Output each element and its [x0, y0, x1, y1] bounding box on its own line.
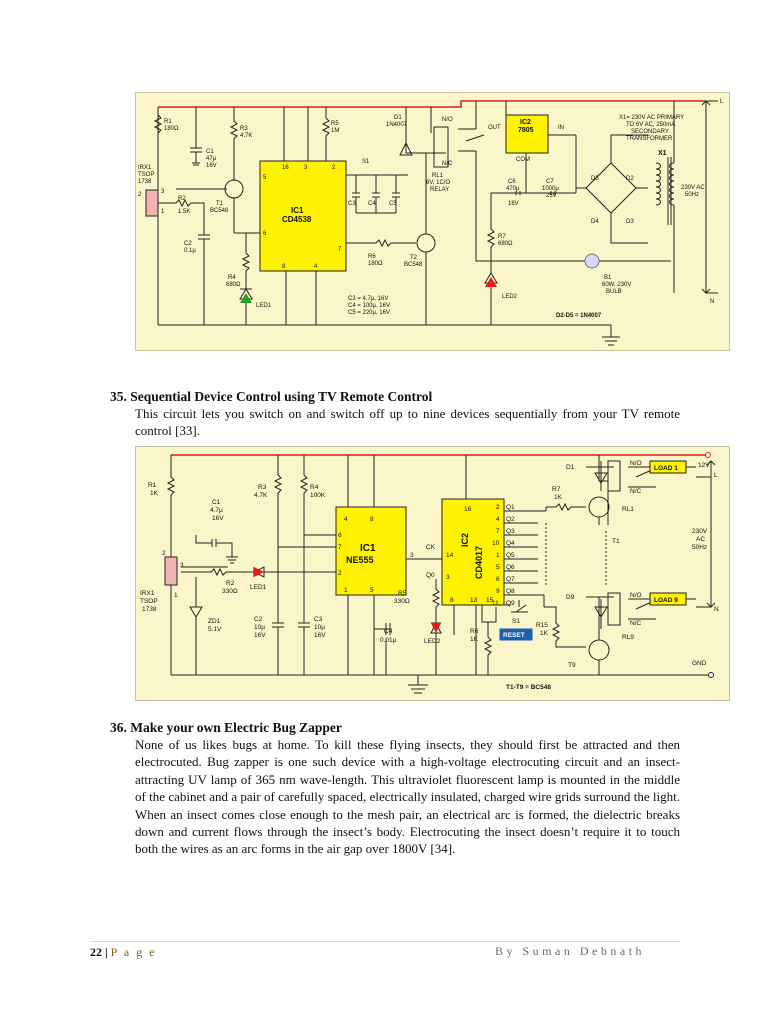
- label-r6: R6: [470, 628, 479, 635]
- label-led2: LED2: [424, 638, 441, 645]
- label-relay9-nc: N/C: [630, 620, 642, 627]
- label-rl1: RL1: [622, 506, 634, 513]
- label-r4-value: 100K: [310, 492, 326, 499]
- reset-button-label: RESET: [503, 632, 525, 639]
- label-c7: C7: [546, 179, 554, 185]
- label-r3: R3: [240, 126, 248, 132]
- page-label: P a g e: [110, 945, 157, 959]
- label-c3: C3: [348, 201, 356, 207]
- label-d4: D4: [591, 219, 599, 225]
- label-q5-pin: 1: [496, 552, 500, 559]
- label-c4: C4: [384, 628, 393, 635]
- label-d5: D5: [591, 176, 599, 182]
- label-ic1: IC1: [291, 206, 304, 215]
- label-rl1: RL1: [432, 173, 444, 179]
- label-b1-bulb: BULB: [606, 289, 622, 295]
- label-ic2: IC2: [520, 119, 531, 126]
- label-r2: R2: [226, 580, 235, 587]
- label-gnd: GND: [692, 660, 707, 667]
- label-ic1-pin2: 2: [332, 165, 336, 171]
- label-r2: R2: [178, 196, 186, 202]
- label-ic1-pin16: 16: [282, 165, 289, 171]
- label-ac-voltage: 230V AC: [681, 185, 705, 191]
- label-irx1: IRX1: [138, 165, 152, 171]
- label-led1: LED1: [256, 303, 272, 309]
- label-q6-pin: 5: [496, 564, 500, 571]
- label-q7-pin: 6: [496, 576, 500, 583]
- label-ic1-pin3: 3: [410, 552, 414, 559]
- label-x1: X1: [658, 150, 667, 157]
- label-c3: C3: [314, 616, 323, 623]
- label-ic1-pin1: 1: [344, 587, 348, 594]
- label-r7: R7: [552, 486, 561, 493]
- label-r6-value: 1K: [470, 636, 478, 643]
- section-35: [110, 389, 680, 440]
- label-r5: R5: [331, 121, 339, 127]
- label-t9: T9: [568, 662, 576, 669]
- label-c1-voltage: 16V: [212, 515, 224, 522]
- label-r5: R5: [398, 590, 407, 597]
- ir-receiver: [165, 557, 177, 585]
- label-ic1-pin8: 8: [370, 516, 374, 523]
- label-transistor-note: T1-T9 = BC548: [506, 684, 551, 691]
- label-rl9: RL9: [622, 634, 634, 641]
- label-r4: R4: [228, 275, 236, 281]
- label-r4: R4: [310, 484, 319, 491]
- label-r7-value: 680Ω: [498, 241, 513, 247]
- label-r15-value: 1K: [540, 630, 548, 637]
- label-neutral: N: [714, 606, 719, 613]
- section-36: [110, 720, 680, 858]
- label-c4: C4: [368, 201, 376, 207]
- label-q6: Q6: [506, 564, 515, 571]
- section-36-title: 36. Make your own Electric Bug Zapper: [110, 720, 342, 735]
- label-ic2-pin13: 13: [470, 597, 478, 604]
- label-ic2-pin3: 3: [446, 574, 450, 581]
- label-t1: T1: [612, 538, 620, 545]
- label-q1: Q1: [506, 504, 515, 511]
- label-q4-pin: 10: [492, 540, 500, 547]
- label-ic1-pin8: 8: [282, 264, 286, 270]
- label-relay-nc: N/C: [442, 161, 453, 167]
- label-x1-note-4: TRANSFORMER: [626, 136, 673, 142]
- label-ic1-pin5: 5: [370, 587, 374, 594]
- label-d9: D9: [566, 594, 575, 601]
- label-s1: S1: [362, 159, 370, 165]
- label-c7-value: 1000µ: [542, 186, 559, 192]
- label-c2: C2: [254, 616, 263, 623]
- label-ir-pin3: 3: [161, 189, 165, 195]
- label-q4: Q4: [506, 540, 515, 547]
- led1-red: [254, 567, 264, 577]
- label-relay1-nc: N/C: [630, 488, 642, 495]
- label-caps-c3: C3 = 4.7µ, 16V: [348, 296, 389, 302]
- label-relay-no: N/O: [442, 117, 453, 123]
- label-x1-note-1: X1= 230V AC PRIMARY: [619, 115, 685, 121]
- label-ic2-pin16: 16: [464, 506, 472, 513]
- label-t1: T1: [216, 201, 224, 207]
- label-r5-value: 330Ω: [394, 598, 410, 605]
- label-ic1-pin2: 2: [338, 570, 342, 577]
- label-d1-type: 1N4007: [386, 122, 408, 128]
- label-b1: B1: [604, 275, 612, 281]
- label-r1: R1: [148, 482, 157, 489]
- label-ic2-pin15: 15: [486, 597, 494, 604]
- label-ic1-pin6: 6: [338, 532, 342, 539]
- label-ic2-pin14: 14: [446, 552, 454, 559]
- label-q9-pin: 11: [492, 600, 499, 607]
- label-reg-out: OUT: [488, 125, 501, 131]
- label-ic1-pin7: 7: [338, 247, 342, 253]
- section-35-body: This circuit lets you switch on and switch off up to nine devices sequentially from your TV remote control [33].: [135, 406, 680, 439]
- label-d3: D3: [626, 219, 634, 225]
- label-r7-value: 1K: [554, 494, 562, 501]
- label-c3-value: 10µ: [314, 624, 325, 631]
- label-zd1-value: 5.1V: [208, 626, 222, 633]
- label-ic1-pin4: 4: [344, 516, 348, 523]
- label-c5: C5: [389, 201, 397, 207]
- label-c1-voltage: 16V: [206, 163, 217, 169]
- label-q8-pin: 9: [496, 588, 500, 595]
- page-separator: |: [105, 945, 108, 959]
- label-reg-com: COM: [516, 157, 530, 163]
- label-c6: C6: [508, 179, 516, 185]
- label-q7: Q7: [506, 576, 515, 583]
- label-relay1-no: N/O: [630, 460, 642, 467]
- label-r1-value: 180Ω: [164, 126, 179, 132]
- label-c6-value: 470µ: [506, 186, 520, 192]
- label-c2-voltage: 16V: [254, 632, 266, 639]
- label-q0: Q0: [426, 572, 435, 579]
- label-c4-value: 0.01µ: [380, 637, 397, 644]
- label-reg-in: IN: [558, 125, 564, 131]
- label-c2-value: 0.1µ: [184, 248, 196, 254]
- label-r5-value: 1M: [331, 128, 340, 134]
- label-q2-pin: 4: [496, 516, 500, 523]
- label-c2-value: 10µ: [254, 624, 265, 631]
- label-caps-c5: C5 = 220µ, 16V: [348, 310, 390, 316]
- label-d2-d5-note: D2-D5 = 1N4007: [556, 313, 602, 319]
- label-ic2-type: CD4017: [474, 545, 484, 579]
- label-led1: LED1: [250, 584, 267, 591]
- label-ic2: IC2: [460, 532, 470, 547]
- label-caps-c4: C4 = 100µ, 16V: [348, 303, 390, 309]
- label-ir-pin3: 3: [180, 562, 184, 569]
- label-r3-value: 4.7K: [254, 492, 268, 499]
- label-r6-value: 180Ω: [368, 261, 383, 267]
- label-load-9: LOAD 9: [654, 597, 678, 604]
- label-r15: R15: [536, 622, 548, 629]
- label-q3-pin: 7: [496, 528, 500, 535]
- label-ic1-pin5: 5: [263, 175, 267, 181]
- label-ic1-pin6: 6: [263, 231, 267, 237]
- label-ic2-pin8: 8: [450, 597, 454, 604]
- label-r6: R6: [368, 254, 376, 260]
- label-b1-rating: 60W, 230V: [602, 282, 632, 288]
- label-line: L: [714, 472, 718, 479]
- label-ac-voltage: 230V: [692, 528, 708, 535]
- label-irx1-type: TSOP: [140, 598, 158, 605]
- label-c7-voltage: 25V: [546, 193, 557, 199]
- label-rl1-relay: RELAY: [430, 187, 450, 193]
- label-c1-value: 4.7µ: [210, 507, 223, 514]
- label-x1-note-2: TO 6V AC, 250mA: [626, 122, 676, 128]
- label-d1: D1: [566, 464, 575, 471]
- led2-red: [431, 623, 441, 633]
- label-rl1-spec: 6V, 1C/O: [426, 180, 451, 186]
- label-r1: R1: [164, 119, 172, 125]
- label-c2: C2: [184, 241, 192, 247]
- label-irx1-type: TSOP: [138, 172, 155, 178]
- label-ac-frequency: 50Hz: [692, 544, 708, 551]
- label-t2-type: BC548: [404, 262, 423, 268]
- label-t1-type: BC548: [210, 208, 229, 214]
- label-r3: R3: [258, 484, 267, 491]
- schematic-sequential-device-control: [135, 446, 730, 701]
- ir-receiver: [146, 190, 158, 216]
- label-x1-note-3: SECONDARY: [631, 129, 669, 135]
- label-c3-voltage: 16V: [314, 632, 326, 639]
- label-irx1: IRX1: [140, 590, 155, 597]
- circuit-diagram-1: [136, 93, 729, 350]
- label-ir-pin1: 1: [174, 592, 178, 599]
- label-r4-value: 680Ω: [226, 282, 241, 288]
- section-36-body: None of us likes bugs at home. To kill these flying insects, they should first be attracted and then electrocuted. Bug zapper is one such device with a high-voltage electrocuting circuit and an insect-attracting UV lamp of 365 nm wave-length. This ultraviolet fluorescent lamp is mounted in the middle of the cabinet and a pair of carefully spaced, electrically insulated, charged wire grids surround the light. When an insect comes close enough to the mesh pair, an electrical arc is formed, the dielectric breaks down and current flows through the insect’s body. Electrocuting the insect doesn’t require it to touch both the wires as an arc forms in the air gap over 1800V [34].: [135, 737, 680, 857]
- label-d2: D2: [626, 176, 634, 182]
- label-c6-voltage: 16V: [508, 201, 519, 207]
- label-r2-value: 330Ω: [222, 588, 238, 595]
- label-c1: C1: [212, 499, 221, 506]
- label-ir-pin2: 2: [138, 192, 142, 198]
- label-irx1-number: 1738: [138, 179, 152, 185]
- label-ic1: IC1: [360, 543, 376, 554]
- label-ir-pin1: 1: [161, 209, 165, 215]
- label-led2: LED2: [502, 294, 518, 300]
- label-line: L: [720, 99, 724, 105]
- label-q9: Q9: [506, 600, 515, 607]
- led1-green: [240, 293, 252, 303]
- label-ic2-type: 7805: [518, 127, 534, 134]
- label-r2-value: 1.5K: [178, 209, 191, 215]
- label-r1-value: 1K: [150, 490, 158, 497]
- label-q5: Q5: [506, 552, 515, 559]
- label-irx1-number: 1738: [142, 606, 157, 613]
- label-r7: R7: [498, 234, 506, 240]
- circuit-diagram-2: [136, 447, 729, 700]
- label-q1-pin: 2: [496, 504, 500, 511]
- footer-page-info: [90, 945, 157, 960]
- label-ac-frequency: 50Hz: [685, 192, 700, 198]
- label-q2: Q2: [506, 516, 515, 523]
- section-35-title: 35. Sequential Device Control using TV Remote Control: [110, 389, 433, 404]
- label-relay9-no: N/O: [630, 592, 642, 599]
- label-ir-pin2: 2: [162, 550, 166, 557]
- label-ic1-type: CD4538: [282, 215, 312, 224]
- label-d1: D1: [394, 115, 402, 121]
- footer-author: By Suman Debnath: [495, 944, 645, 958]
- page-number: 22: [90, 945, 102, 959]
- label-ic1-pin4: 4: [314, 264, 318, 270]
- footer-divider: [90, 941, 680, 942]
- label-12v: 12V: [698, 462, 710, 469]
- label-load-1: LOAD 1: [654, 465, 678, 472]
- label-ic1-pin3: 3: [304, 165, 308, 171]
- label-c1-value: 47µ: [206, 156, 217, 162]
- label-ck: CK: [426, 544, 436, 551]
- label-ic1-pin7: 7: [338, 544, 342, 551]
- label-r3-value: 4.7K: [240, 133, 253, 139]
- label-zd1: ZD1: [208, 618, 221, 625]
- schematic-remote-bulb-circuit: [135, 92, 730, 351]
- label-t2: T2: [410, 255, 418, 261]
- label-q8: Q8: [506, 588, 515, 595]
- label-ic1-type: NE555: [346, 555, 374, 565]
- led2-red: [485, 277, 497, 287]
- schematic2-labels: [140, 460, 719, 691]
- label-s1: S1: [512, 618, 520, 625]
- label-ac: AC: [696, 536, 706, 543]
- label-q3: Q3: [506, 528, 515, 535]
- label-neutral: N: [710, 299, 715, 305]
- label-c1: C1: [206, 149, 214, 155]
